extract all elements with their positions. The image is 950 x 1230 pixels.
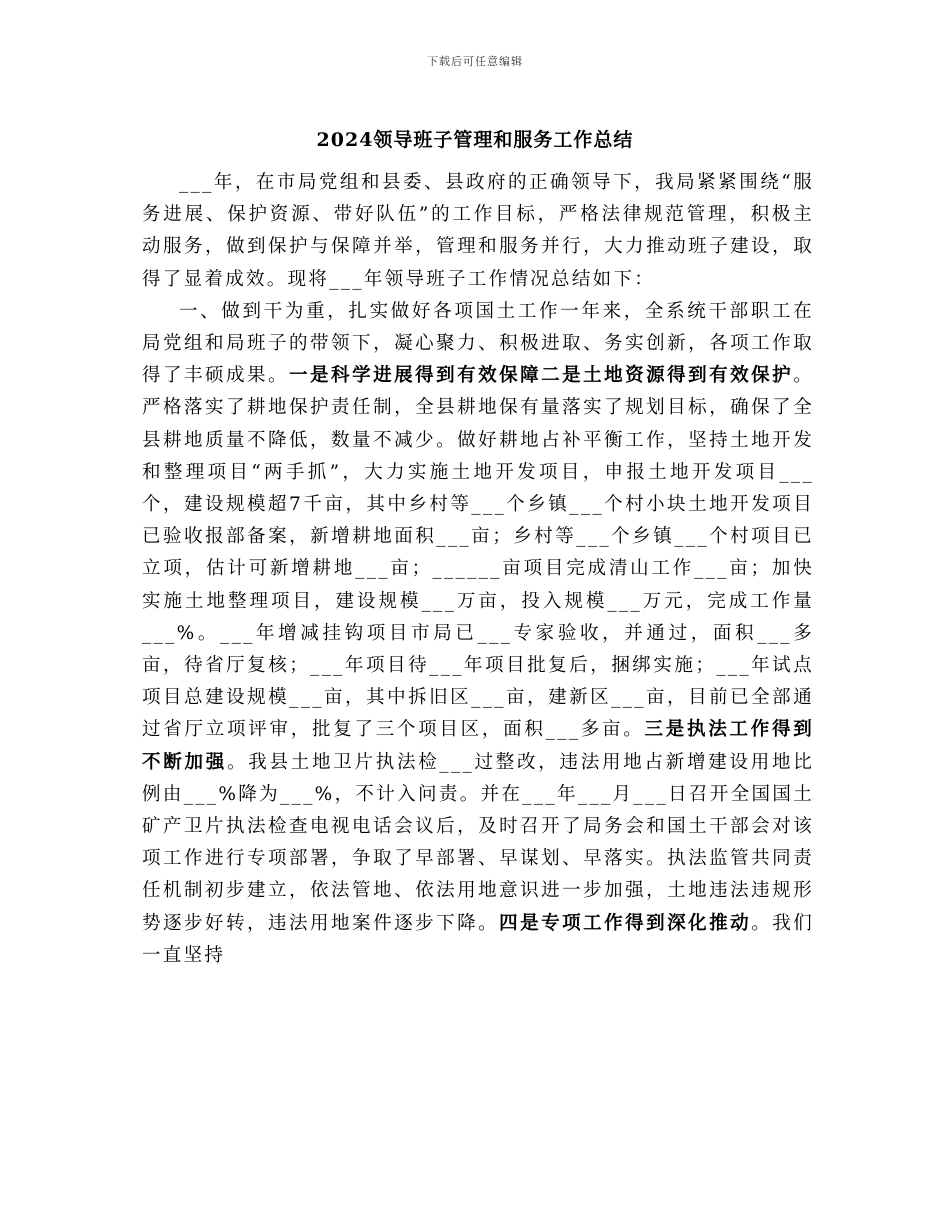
paragraph-intro-text: ___年，在市局党组和县委、县政府的正确领导下，我局紧紧围绕“服务进展、保护资源、带好队伍”的工作目标，严格法律规范管理，积极主动服务，做到保护与保障并举，管理和服务并行，大力推动班子建设，取得了显着成效。现将___年领导班子工作情况总结如下：: [142, 172, 814, 290]
header-note: 下载后可任意编辑: [427, 55, 523, 68]
section-one-text-1: 一、做到干为重，扎实做好各项国土工作一年来，全系统干部职工在局党组和局班子的带领下，凝心聚力、积极进取、务实创新，各项工作取得了丰硕成果。: [142, 300, 814, 387]
paragraph-intro: [142, 167, 814, 296]
section-one-bold-2: 三是执法工作得到不断加强: [142, 719, 814, 773]
section-one-bold-1: 一是科学进展得到有效保障二是土地资源得到有效保护: [289, 365, 794, 387]
document-title: 2024领导班子管理和服务工作总结: [316, 129, 634, 151]
section-one-text-3: 。我县土地卫片执法检___过整改，违法用地占新增建设用地比例由___%降为___%，不计入问责。并在___年___月___日召开全国国土矿产卫片执法检查电视电话会议后，及时召开了局务会和国土干部会对该项工作进行专项部署，争取了早部署、早谋划、早落实。执法监管共同责任机制初步建立，依法管地、依法用地意识进一步加强，土地违法违规形势逐步好转，违法用地案件逐步下降。: [142, 751, 815, 934]
section-one-text-4: 。我们一直坚持: [142, 912, 814, 966]
document-body: [142, 167, 814, 972]
section-one-bold-3: 四是专项工作得到深化推动: [499, 912, 752, 934]
paragraph-section-one: [142, 296, 814, 972]
section-one-text-2: 。严格落实了耕地保护责任制，全县耕地保有量落实了规划目标，确保了全县耕地质量不降低，数量不减少。做好耕地占补平衡工作，坚持土地开发和整理项目“两手抓”，大力实施土地开发项目，申报土地开发项目___个，建设规模超7千亩，其中乡村等___个乡镇___个村小块土地开发项目已验收报部备案，新增耕地面积___亩；乡村等___个乡镇___个村项目已立项，估计可新增耕地___亩；______亩项目完成清山工作___亩；加快实施土地整理项目，建设规模___万亩，投入规模___万元，完成工作量___%。___年增减挂钩项目市局已___专家验收，并通过，面积___多亩，待省厅复核；___年项目待___年项目批复后，捆绑实施；___年试点项目总建设规模___亩，其中拆旧区___亩，建新区___亩，目前已全部通过省厅立项评审，批复了三个项目区，面积___多亩。: [142, 365, 814, 741]
